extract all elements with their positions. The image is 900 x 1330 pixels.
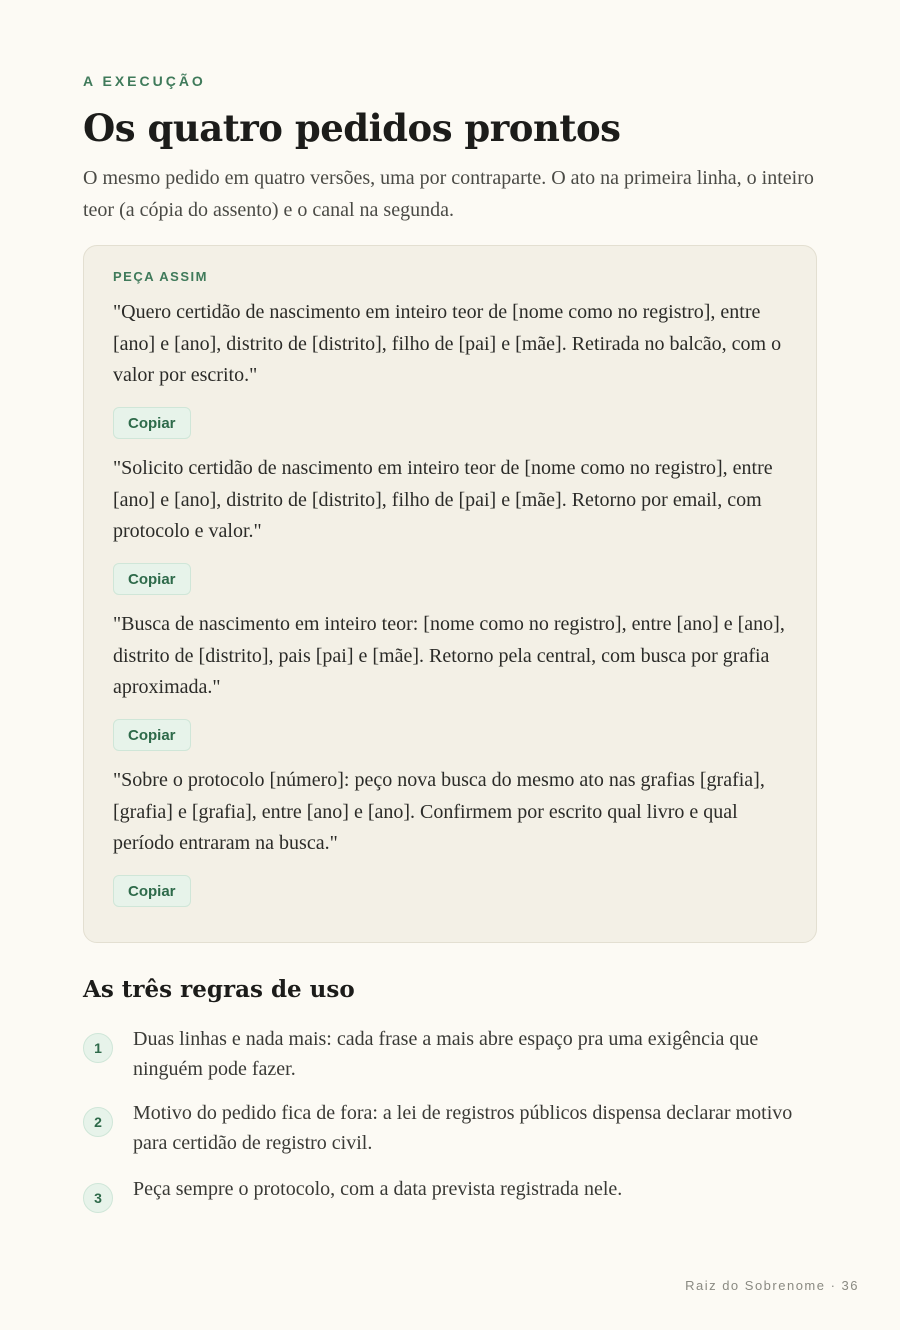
rule-text: Duas linhas e nada mais: cada frase a mais abre espaço pra uma exigência que ninguém pode fazer. — [133, 1028, 759, 1080]
request-item — [113, 765, 793, 900]
card-label: PEÇA ASSIM — [113, 269, 208, 284]
request-text: "Busca de nascimento em inteiro teor: [nome como no registro], entre [ano] e [ano], distrito de [distrito], pais [pai] e [mãe]. Retorno pela central, com busca por grafia aproximada." — [113, 613, 785, 698]
copy-button[interactable]: Copiar — [113, 563, 191, 595]
copy-button[interactable]: Copiar — [113, 719, 191, 751]
rule-number-badge: 1 — [83, 1033, 113, 1063]
section-eyebrow: A EXECUÇÃO — [83, 73, 206, 89]
requests-card — [83, 245, 817, 943]
request-text: "Sobre o protocolo [número]: peço nova busca do mesmo ato nas grafias [grafia], [grafia] e [grafia], entre [ano] e [ano]. Confirmem por escrito qual livro e qual período entraram na busca." — [113, 769, 765, 854]
rules-heading: As três regras de uso — [83, 976, 355, 1003]
request-item — [113, 297, 793, 432]
copy-button[interactable]: Copiar — [113, 875, 191, 907]
rule-number-badge: 2 — [83, 1107, 113, 1137]
intro-paragraph: O mesmo pedido em quatro versões, uma por contraparte. O ato na primeira linha, o inteiro teor (a cópia do assento) e o canal na segunda. — [83, 167, 814, 221]
page-title: Os quatro pedidos prontos — [83, 106, 621, 150]
request-item — [113, 453, 793, 588]
rule-text: Peça sempre o protocolo, com a data prevista registrada nele. — [133, 1178, 623, 1200]
request-text: "Quero certidão de nascimento em inteiro teor de [nome como no registro], entre [ano] e [ano], distrito de [distrito], filho de [pai] e [mãe]. Retirada no balcão, com o valor por escrito." — [113, 301, 782, 386]
page-footer: Raiz do Sobrenome · 36 — [685, 1278, 859, 1293]
rule-text: Motivo do pedido fica de fora: a lei de registros públicos dispensa declarar motivo para certidão de registro civil. — [133, 1102, 793, 1154]
request-item — [113, 609, 793, 744]
copy-button[interactable]: Copiar — [113, 407, 191, 439]
request-text: "Solicito certidão de nascimento em inteiro teor de [nome como no registro], entre [ano] e [ano], distrito de [distrito], filho de [pai] e [mãe]. Retorno por email, com protocolo e valor." — [113, 457, 773, 542]
rule-number-badge: 3 — [83, 1183, 113, 1213]
